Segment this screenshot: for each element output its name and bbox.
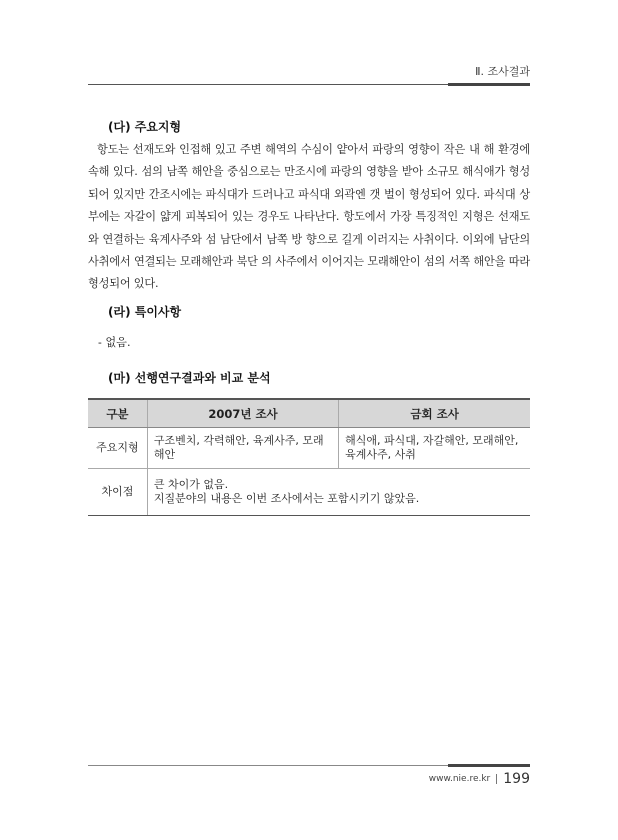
header-2007-survey: 2007년 조사	[147, 399, 338, 428]
terrain-line-7: 의 사주에서 이어지는 모래해안이 섬의 서쪽 해안을 따라 형성되어 있다.	[88, 255, 530, 291]
comparison-table	[88, 398, 530, 516]
terrain-line-3: 소규모 해식애가 형성되어 있지만 간조시에는 파식대가 드러나고 파식대 외곽엔 갯	[88, 165, 530, 201]
difference-line-1: 큰 차이가 없음.	[153, 478, 229, 491]
table-row	[88, 428, 530, 469]
section-title-compare: (마) 선행연구결과와 비교 분석	[108, 371, 271, 385]
section-title-special: (라) 특이사항	[108, 305, 182, 319]
header-category: 구분	[88, 399, 147, 428]
cell-difference	[147, 469, 530, 516]
special-text: - 없음.	[98, 336, 131, 349]
running-head: Ⅱ. 조사결과	[475, 65, 530, 78]
terrain-paragraph	[88, 139, 530, 296]
footer	[429, 771, 530, 787]
footer-rule-accent	[448, 764, 530, 767]
page-number: 199	[503, 771, 530, 787]
footer-separator	[496, 774, 497, 784]
table-header-row	[88, 399, 530, 428]
header-current-survey: 금회 조사	[339, 399, 530, 428]
cell-2007-terrain: 구조벤치, 각력해안, 육계사주, 모래해안	[147, 428, 338, 469]
terrain-line-6: 향으로 길게 이러지는 사취이다. 이외에 남단의 사취에서 연결되는 모래해안과 북단	[88, 232, 530, 269]
difference-line-2: 지질분야의 내용은 이번 조사에서는 포함시키기 않았음.	[153, 492, 420, 505]
table-row	[88, 469, 530, 516]
row-label-difference: 차이점	[88, 469, 147, 516]
section-title-terrain: (다) 주요지형	[108, 120, 182, 134]
terrain-line-2: 해 환경에 속해 있다. 섬의 남쪽 해안을 중심으로는 만조시에 파랑의 영향을 받아	[88, 143, 530, 179]
header-rule-accent	[448, 83, 530, 86]
cell-current-terrain: 해식애, 파식대, 자갈해안, 모래해안, 육계사주, 사취	[339, 428, 530, 469]
footer-url: www.nie.re.kr	[428, 774, 491, 784]
row-label-terrain: 주요지형	[88, 428, 147, 469]
terrain-line-4: 벌이 형성되어 있다. 파식대 상부에는 자갈이 얇게 피복되어 있는 경우도 나타난다.	[88, 187, 530, 224]
terrain-line-1: 항도는 선재도와 인접해 있고 주변 해역의 수심이 얕아서 파랑의 영향이 작은 내	[97, 143, 480, 156]
terrain-line-5: 항도에서 가장 특징적인 지형은 선재도와 연결하는 육계사주와 섬 남단에서 남쪽 방	[88, 210, 531, 246]
